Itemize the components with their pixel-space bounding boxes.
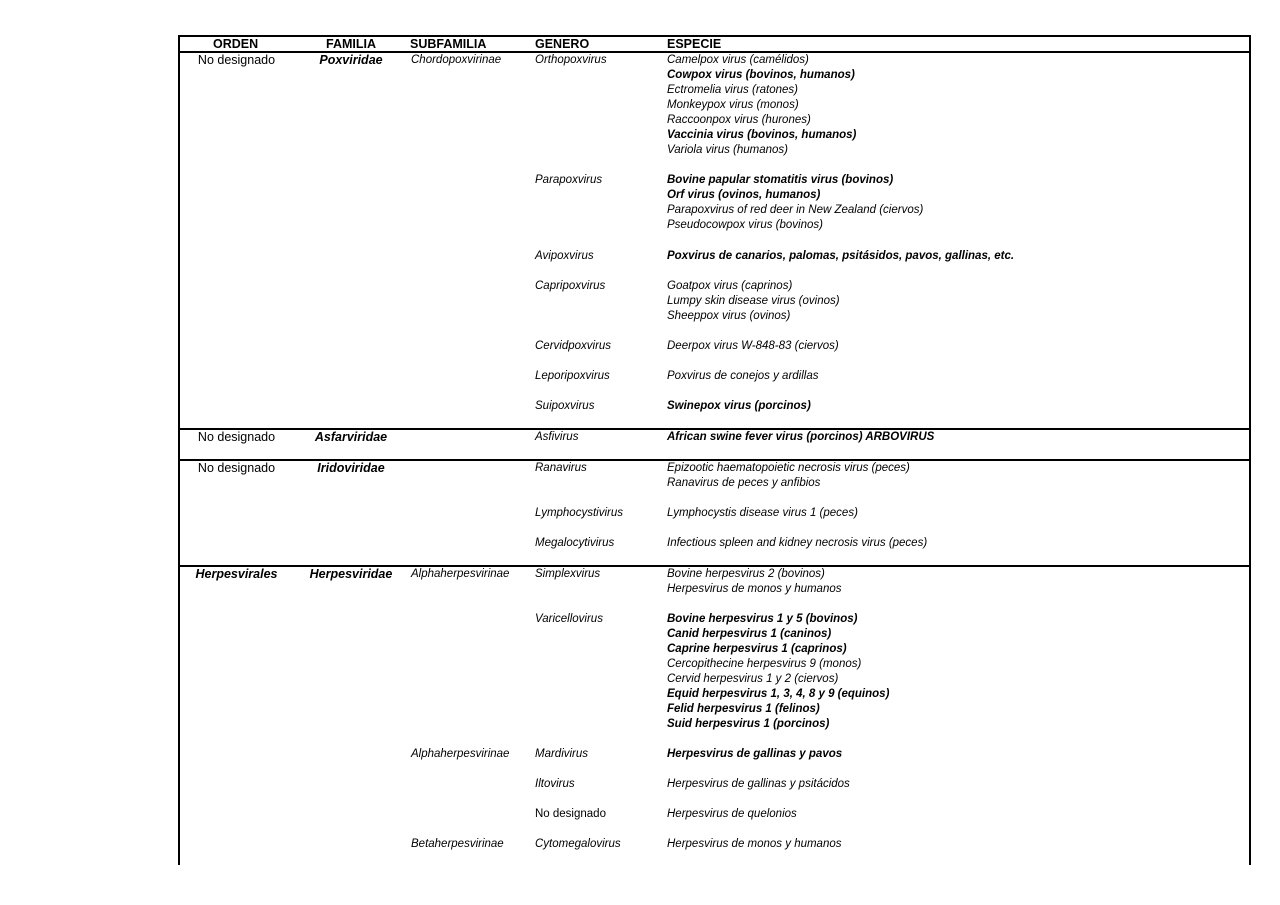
familia-cell: Herpesviridae [309,567,393,581]
header-orden: ORDEN [213,37,259,51]
especie-cell: Parapoxvirus of red deer in New Zealand (ciervos) [667,204,924,216]
genero-cell: Cytomegalovirus [535,838,621,850]
subfamilia-cell: Alphaherpesvirinae [411,568,510,580]
especie-cell: Canid herpesvirus 1 (caninos) [667,628,832,640]
header-familia: FAMILIA [326,37,376,51]
header-especie: ESPECIE [667,37,722,51]
especie-cell: Sheeppox virus (ovinos) [667,310,791,322]
genero-cell: Varicellovirus [535,613,603,625]
especie-cell: Monkeypox virus (monos) [667,99,799,111]
orden-cell: No designado [197,430,276,444]
subfamilia-cell: Chordopoxvirinae [411,54,502,66]
especie-cell: Variola virus (humanos) [667,144,789,156]
subfamilia-cell: Alphaherpesvirinae [411,748,510,760]
especie-cell: Camelpox virus (camélidos) [667,54,809,66]
especie-cell: Herpesvirus de monos y humanos [667,838,842,850]
header-genero: GENERO [535,37,590,51]
orden-cell: Herpesvirales [195,567,278,581]
especie-cell: Epizootic haematopoietic necrosis virus (peces) [667,462,910,474]
familia-cell: Poxviridae [319,53,383,67]
genero-cell: No designado [535,808,606,820]
subfamilia-cell: Betaherpesvirinae [411,838,504,850]
especie-cell: Swinepox virus (porcinos) [667,400,811,412]
especie-cell: Goatpox virus (caprinos) [667,280,793,292]
especie-cell: Poxvirus de conejos y ardillas [667,370,819,382]
especie-cell: Felid herpesvirus 1 (felinos) [667,703,820,715]
especie-cell: Pseudocowpox virus (bovinos) [667,219,823,231]
especie-cell: Deerpox virus W-848-83 (ciervos) [667,340,839,352]
genero-cell: Cervidpoxvirus [535,340,612,352]
genero-cell: Lymphocystivirus [535,507,623,519]
especie-cell: Vaccinia virus (bovinos, humanos) [667,129,857,141]
especie-cell: Suid herpesvirus 1 (porcinos) [667,718,830,730]
genero-cell: Simplexvirus [535,568,601,580]
especie-cell: African swine fever virus (porcinos) ARBOVIRUS [667,431,935,443]
especie-cell: Herpesvirus de monos y humanos [667,583,842,595]
genero-cell: Ranavirus [535,462,587,474]
especie-cell: Herpesvirus de quelonios [667,808,797,820]
especie-cell: Cowpox virus (bovinos, humanos) [667,69,855,81]
genero-cell: Asfivirus [535,431,579,443]
orden-cell: No designado [197,53,276,67]
especie-cell: Lumpy skin disease virus (ovinos) [667,295,840,307]
genero-cell: Leporipoxvirus [535,370,610,382]
especie-cell: Cercopithecine herpesvirus 9 (monos) [667,658,862,670]
especie-cell: Ectromelia virus (ratones) [667,84,799,96]
genero-cell: Avipoxvirus [535,250,594,262]
genero-cell: Megalocytivirus [535,537,615,549]
genero-cell: Iltovirus [535,778,575,790]
especie-cell: Orf virus (ovinos, humanos) [667,189,821,201]
especie-cell: Poxvirus de canarios, palomas, psitásidos, pavos, gallinas, etc. [667,250,1015,262]
especie-cell: Raccoonpox virus (hurones) [667,114,811,126]
especie-cell: Equid herpesvirus 1, 3, 4, 8 y 9 (equinos) [667,688,890,700]
genero-cell: Parapoxvirus [535,174,603,186]
familia-cell: Iridoviridae [317,461,385,475]
header-subfamilia: SUBFAMILIA [410,37,487,51]
orden-cell: No designado [197,461,276,475]
especie-cell: Caprine herpesvirus 1 (caprinos) [667,643,847,655]
especie-cell: Lymphocystis disease virus 1 (peces) [667,507,858,519]
genero-cell: Capripoxvirus [535,280,606,292]
especie-cell: Bovine herpesvirus 2 (bovinos) [667,568,825,580]
especie-cell: Bovine papular stomatitis virus (bovinos) [667,174,894,186]
genero-cell: Suipoxvirus [535,400,595,412]
especie-cell: Ranavirus de peces y anfibios [667,477,821,489]
genero-cell: Mardivirus [535,748,589,760]
familia-cell: Asfarviridae [314,430,388,444]
genero-cell: Orthopoxvirus [535,54,607,66]
especie-cell: Herpesvirus de gallinas y psitácidos [667,778,850,790]
especie-cell: Herpesvirus de gallinas y pavos [667,748,843,760]
especie-cell: Cervid herpesvirus 1 y 2 (ciervos) [667,673,839,685]
taxonomy-table [178,35,1251,865]
especie-cell: Infectious spleen and kidney necrosis virus (peces) [667,537,928,549]
especie-cell: Bovine herpesvirus 1 y 5 (bovinos) [667,613,858,625]
